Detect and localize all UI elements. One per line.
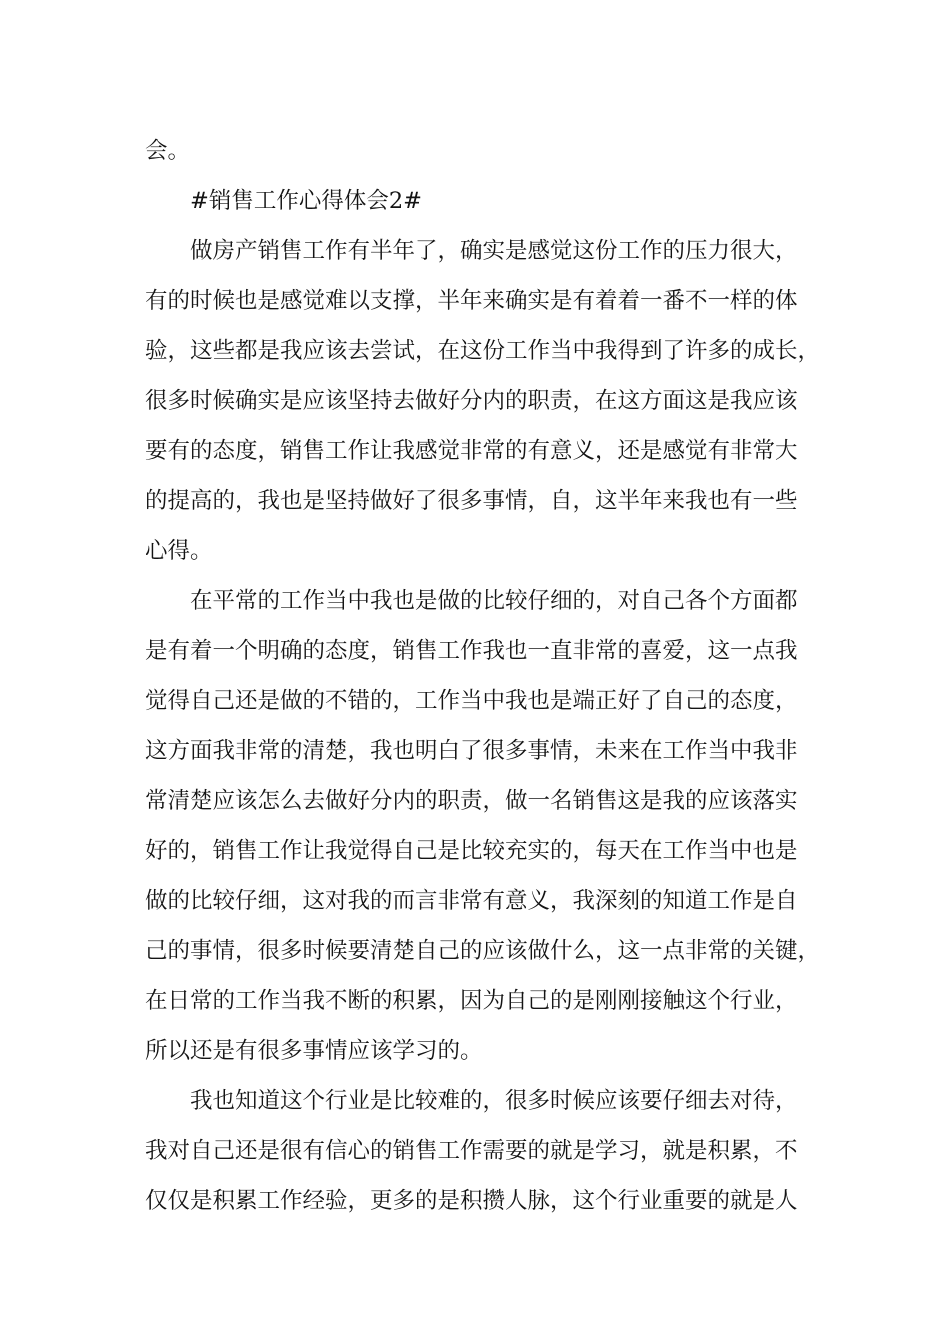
- text-line: 的提高的，我也是坚持做好了很多事情，自，这半年来我也有一些: [145, 488, 798, 514]
- text-line: 己的事情，很多时候要清楚自己的应该做什么，这一点非常的关键，: [145, 938, 821, 964]
- text-line: 验，这些都是我应该去尝试，在这份工作当中我得到了许多的成长，: [145, 338, 821, 364]
- text-line: 有的时候也是感觉难以支撑，半年来确实是有着着一番不一样的体: [145, 288, 798, 314]
- text-line: 心得。: [145, 538, 213, 564]
- text-line: 在平常的工作当中我也是做的比较仔细的，对自己各个方面都: [190, 588, 798, 614]
- text-line: 做房产销售工作有半年了，确实是感觉这份工作的压力很大，: [190, 238, 798, 264]
- text-line: 要有的态度，销售工作让我感觉非常的有意义，还是感觉有非常大: [145, 438, 798, 464]
- text-line: 我也知道这个行业是比较难的，很多时候应该要仔细去对待，: [190, 1088, 798, 1114]
- text-line: 常清楚应该怎么去做好分内的职责，做一名销售这是我的应该落实: [145, 788, 798, 814]
- text-line: 好的，销售工作让我觉得自己是比较充实的，每天在工作当中也是: [145, 838, 798, 864]
- section-heading: #销售工作心得体会2#: [190, 188, 423, 214]
- text-line: 在日常的工作当我不断的积累，因为自己的是刚刚接触这个行业，: [145, 988, 798, 1014]
- text-line: 觉得自己还是做的不错的，工作当中我也是端正好了自己的态度，: [145, 688, 798, 714]
- text-line: 仅仅是积累工作经验，更多的是积攒人脉，这个行业重要的就是人: [145, 1188, 798, 1214]
- text-line: 很多时候确实是应该坚持去做好分内的职责，在这方面这是我应该: [145, 388, 798, 414]
- text-line: 所以还是有很多事情应该学习的。: [145, 1038, 483, 1064]
- text-line: 我对自己还是很有信心的销售工作需要的就是学习，就是积累，不: [145, 1138, 798, 1164]
- text-line: 会。: [145, 138, 191, 164]
- text-line: 是有着一个明确的态度，销售工作我也一直非常的喜爱，这一点我: [145, 638, 798, 664]
- text-line: 这方面我非常的清楚，我也明白了很多事情，未来在工作当中我非: [145, 738, 798, 764]
- text-line: 做的比较仔细，这对我的而言非常有意义，我深刻的知道工作是自: [145, 888, 798, 914]
